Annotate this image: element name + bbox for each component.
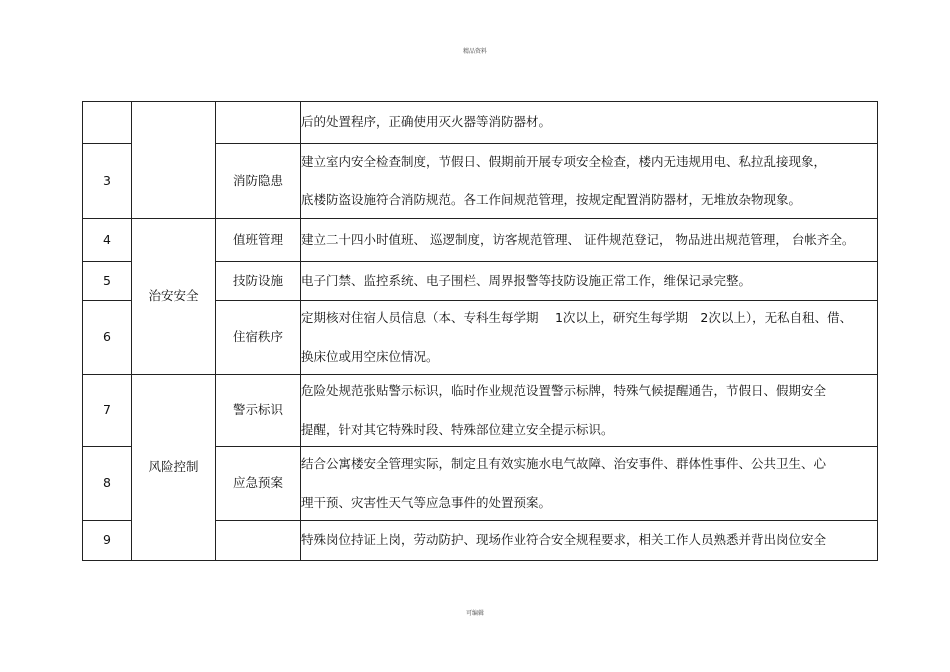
item-cell: 消防隐患 (216, 144, 301, 219)
item-cell: 值班管理 (216, 219, 301, 262)
content-line: 换床位或用空床位情况。 (301, 348, 439, 364)
row-number: 6 (83, 301, 132, 375)
content-cell (301, 375, 878, 447)
content-cell (301, 301, 878, 375)
row-number: 7 (83, 375, 132, 447)
safety-table (82, 101, 878, 561)
content-line: 危险处规范张贴警示标识，临时作业规范设置警示标牌，特殊气候提醒通告，节假日、假期安全 (301, 383, 827, 399)
content-line: 提醒，针对其它特殊时段、特殊部位建立安全提示标识。 (301, 421, 614, 437)
content-line: 电子门禁、监控系统、电子围栏、周界报警等技防设施正常工作，维保记录完整。 (301, 272, 752, 288)
table-row (83, 102, 878, 144)
content-cell (301, 447, 878, 521)
content-line: 后的处置程序，正确使用灭火器等消防器材。 (301, 114, 552, 130)
table-row (83, 219, 878, 262)
content-line: 理干预、灾害性天气等应急事件的处置预案。 (301, 494, 552, 510)
content-line: 特殊岗位持证上岗，劳动防护、现场作业符合安全规程要求，相关工作人员熟悉并背出岗位安全 (301, 532, 827, 548)
item-cell: 警示标识 (216, 375, 301, 447)
content-line: 定期核对住宿人员信息（本、专科生每学期 1次以上，研究生每学期 2次以上），无私自租、借、 (301, 310, 853, 326)
category-cell (132, 102, 216, 219)
page-footer: 可编辑 (465, 610, 484, 617)
category-cell: 风险控制 (132, 375, 216, 561)
row-number: 4 (83, 219, 132, 262)
row-number: 3 (83, 144, 132, 219)
content-line: 建立二十四小时值班、 巡逻制度，访客规范管理、 证件规范登记， 物品进出规范管理， 台帐齐全。 (301, 231, 855, 247)
row-number: 5 (83, 262, 132, 301)
content-cell (301, 262, 878, 301)
content-cell (301, 219, 878, 262)
content-line: 建立室内安全检查制度，节假日、假期前开展专项安全检查，楼内无违规用电、私拉乱接现象， (301, 153, 827, 169)
content-line: 底楼防盗设施符合消防规范。各工作间规范管理，按规定配置消防器材，无堆放杂物现象。 (301, 192, 802, 207)
table-row (83, 375, 878, 447)
content-cell (301, 102, 878, 144)
row-number (83, 102, 132, 144)
item-cell: 应急预案 (216, 447, 301, 521)
category-cell: 治安安全 (132, 219, 216, 375)
content-cell (301, 521, 878, 561)
content-cell (301, 144, 878, 219)
content-line: 结合公寓楼安全管理实际，制定且有效实施水电气故障、治安事件、群体性事件、公共卫生、心 (301, 456, 827, 472)
row-number: 9 (83, 521, 132, 561)
item-cell: 技防设施 (216, 262, 301, 301)
item-cell (216, 521, 301, 561)
item-cell: 住宿秩序 (216, 301, 301, 375)
item-cell (216, 102, 301, 144)
page-header: 精品资料 (462, 48, 487, 55)
row-number: 8 (83, 447, 132, 521)
